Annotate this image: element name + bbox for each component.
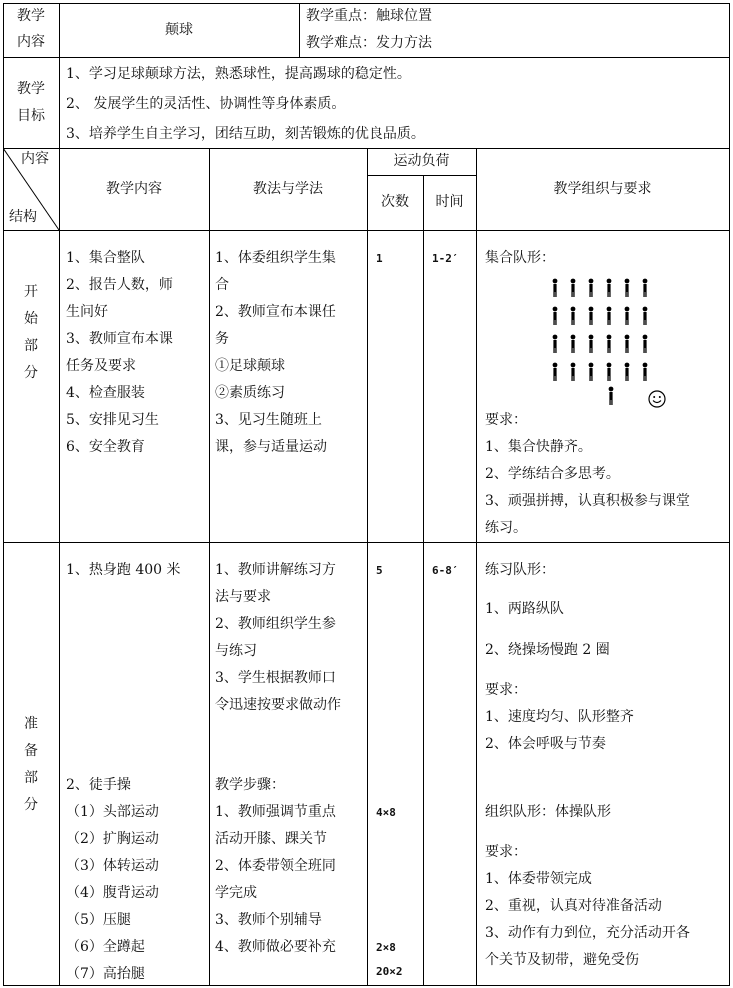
opening-method: 1、体委组织学生集 合 2、教师宣布本课任 务 ①足球颠球 ②素质练习 3、见习生随班上 课，参与适量运动 bbox=[215, 250, 336, 455]
warmup-count-b: 4×8 bbox=[376, 806, 396, 819]
student-formation bbox=[550, 278, 660, 378]
student-figure-icon bbox=[604, 362, 614, 382]
column-header-load: 运动负荷 bbox=[393, 153, 450, 169]
student-figure-icon bbox=[604, 306, 614, 326]
student-figure-icon bbox=[640, 278, 650, 298]
warmup-count-a: 5 bbox=[376, 564, 383, 577]
section-label-warmup: 准 备 部 分 bbox=[24, 716, 38, 813]
student-figure-icon bbox=[622, 362, 632, 382]
warmup-count-b: 2×8 bbox=[376, 941, 396, 954]
opening-requirements: 要求： 1、集合快静齐。 2、学练结合多思考。 3、顽强拼搏，认真积极参与课堂 练习。 bbox=[485, 412, 690, 536]
objectives-label: 教学 目标 bbox=[17, 81, 45, 124]
opening-time: 1-2′ bbox=[432, 252, 459, 265]
opening-count: 1 bbox=[376, 252, 383, 265]
smiley-icon bbox=[648, 390, 666, 408]
student-figure-icon bbox=[604, 334, 614, 354]
difficulty: 教学难点：发力方法 bbox=[306, 35, 432, 51]
student-figure-icon bbox=[568, 306, 578, 326]
key-point: 教学重点：触球位置 bbox=[306, 8, 432, 24]
warmup-run: 1、热身跑 400 米 bbox=[66, 562, 181, 578]
student-figure-icon bbox=[640, 362, 650, 382]
student-figure-icon bbox=[568, 334, 578, 354]
column-header-org: 教学组织与要求 bbox=[553, 181, 652, 197]
student-figure-icon bbox=[586, 306, 596, 326]
student-figure-icon bbox=[622, 278, 632, 298]
student-figure-icon bbox=[586, 362, 596, 382]
student-figure-icon bbox=[604, 278, 614, 298]
warmup-org-a-req: 要求： 1、速度均匀、队形整齐 2、体会呼吸与节奏 bbox=[485, 682, 634, 752]
student-figure-icon bbox=[550, 306, 560, 326]
warmup-org-a-line: 1、两路纵队 bbox=[485, 601, 564, 617]
warmup-org-b-req: 要求： 1、体委带领完成 2、重视，认真对待准备活动 3、动作有力到位，充分活动开各 个关节及韧带，避免受伤 bbox=[485, 844, 690, 968]
student-figure-icon bbox=[622, 306, 632, 326]
section-label-opening: 开 始 部 分 bbox=[24, 284, 38, 381]
teacher-figure-icon bbox=[606, 386, 616, 406]
student-figure-icon bbox=[586, 278, 596, 298]
content-label: 教学 内容 bbox=[17, 8, 45, 50]
warmup-time-a: 6-8′ bbox=[432, 564, 459, 577]
warmup-org-a-title: 练习队形： bbox=[485, 562, 555, 578]
objective-item: 1、学习足球颠球方法，熟悉球性，提高踢球的稳定性。 bbox=[66, 66, 411, 82]
column-header-time: 时间 bbox=[435, 194, 464, 210]
column-header-count: 次数 bbox=[381, 194, 409, 210]
lesson-topic: 颠球 bbox=[165, 22, 193, 38]
warmup-org-b-title: 组织队形：体操队形 bbox=[485, 804, 611, 820]
column-header-content: 教学内容 bbox=[106, 181, 162, 197]
diag-header-top: 内容 bbox=[21, 151, 49, 167]
objective-item: 2、 发展学生的灵活性、协调性等身体素质。 bbox=[66, 96, 346, 112]
student-figure-icon bbox=[622, 334, 632, 354]
diag-header-bottom: 结构 bbox=[9, 209, 37, 225]
formation-title: 集合队形： bbox=[485, 250, 555, 266]
column-header-method: 教法与学法 bbox=[253, 181, 323, 197]
student-figure-icon bbox=[550, 334, 560, 354]
student-figure-icon bbox=[586, 334, 596, 354]
student-figure-icon bbox=[568, 362, 578, 382]
warmup-org-a-line: 2、绕操场慢跑 2 圈 bbox=[485, 642, 610, 658]
warmup-exercises: 2、徒手操 （1）头部运动 （2）扩胸运动 （3）体转运动 （4）腹背运动 （5）压腿 （6）全蹲起 （7）高抬腿 bbox=[66, 777, 159, 982]
student-figure-icon bbox=[550, 278, 560, 298]
warmup-method-b: 教学步骤： 1、教师强调节重点 活动开膝、踝关节 2、体委带领全班同 学完成 3、教师个别辅导 4、教师做必要补充 bbox=[215, 777, 336, 955]
student-figure-icon bbox=[568, 278, 578, 298]
student-figure-icon bbox=[640, 334, 650, 354]
warmup-method-a: 1、教师讲解练习方 法与要求 2、教师组织学生参 与练习 3、学生根据教师口 令迅速按要求做动作 bbox=[215, 562, 341, 713]
student-figure-icon bbox=[550, 362, 560, 382]
warmup-count-b: 20×2 bbox=[376, 965, 403, 978]
objective-item: 3、培养学生自主学习，团结互助，刻苦锻炼的优良品质。 bbox=[66, 126, 425, 142]
opening-content: 1、集合整队 2、报告人数，师 生问好 3、教师宣布本课 任务及要求 4、检查服装 5、安排见习生 6、安全教育 bbox=[66, 250, 173, 455]
student-figure-icon bbox=[640, 306, 650, 326]
